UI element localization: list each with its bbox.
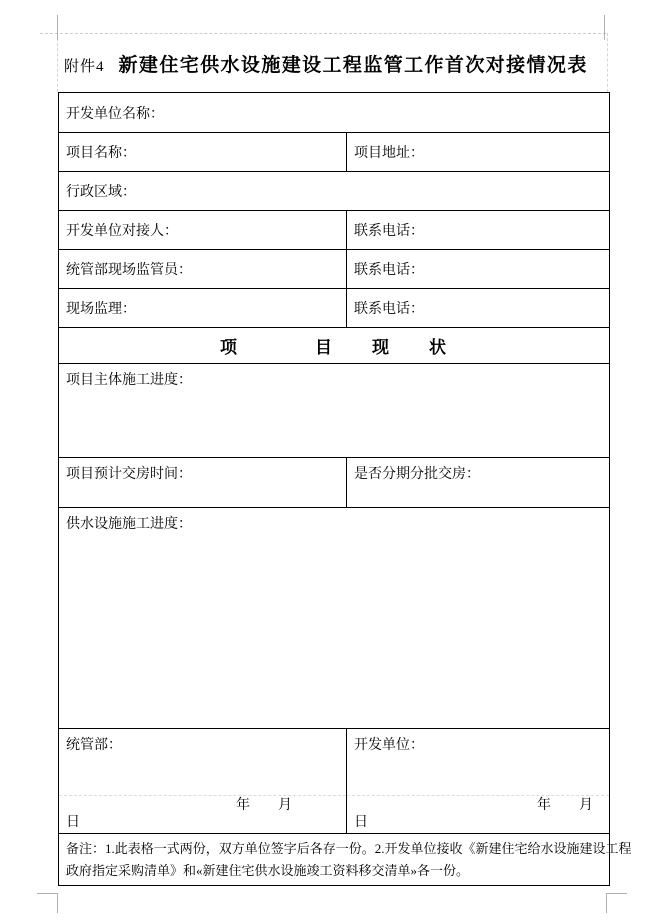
- remark-line-1: 备注：1.此表格一式两份，双方单位签字后各存一份。2.开发单位接收《新建住宅给水设施建设工程: [66, 841, 632, 856]
- field-label-developer-contact: 开发单位对接人：: [66, 224, 178, 239]
- cell-supervisor[interactable]: [59, 250, 347, 288]
- crop-mark-bottom-left-v: [57, 893, 58, 913]
- field-label-developer-sign: 开发单位：: [354, 738, 424, 753]
- form-table: [58, 92, 632, 886]
- field-label-contact-phone: 联系电话：: [354, 302, 424, 317]
- field-label-dept-sign: 统管部：: [66, 738, 122, 753]
- dept-signature-date: [59, 795, 346, 833]
- field-label-developer-name: 开发单位名称：: [66, 106, 164, 122]
- row-project: [59, 132, 609, 171]
- date-day: 日: [354, 815, 368, 830]
- field-label-project-name: 项目名称：: [66, 146, 136, 161]
- field-label-water-progress: 供水设施施工进度：: [66, 517, 192, 532]
- date-year-month: 年 月: [537, 798, 593, 813]
- text-boundary-left: [57, 33, 58, 92]
- section-header-project-status: 项 目 现 状: [220, 338, 448, 357]
- crop-mark-top-right: [604, 15, 605, 40]
- field-label-district: 行政区域：: [66, 185, 136, 200]
- cell-contact-phone-1[interactable]: [347, 211, 609, 249]
- field-label-supervisor: 统管部现场监管员：: [66, 263, 192, 278]
- text-boundary-top: [40, 33, 606, 34]
- remark-line-2: 政府指定采购清单》和«新建住宅供水设施竣工资料移交清单»各一份。: [66, 863, 470, 878]
- row-remark: [59, 833, 632, 885]
- cell-developer-name[interactable]: [59, 93, 609, 132]
- cell-contact-phone-3[interactable]: [347, 289, 609, 327]
- row-main-progress: [59, 363, 609, 457]
- document-title: [64, 50, 612, 77]
- cell-contact-phone-2[interactable]: [347, 250, 609, 288]
- attachment-number: 附件4: [64, 59, 105, 75]
- row-signatures: [59, 728, 609, 833]
- cell-developer-contact[interactable]: [59, 211, 347, 249]
- developer-signature-date: [347, 795, 609, 833]
- cell-developer-signature[interactable]: [347, 729, 609, 833]
- row-water-progress: [59, 507, 609, 728]
- cell-project-name[interactable]: [59, 133, 347, 171]
- cell-phased-delivery[interactable]: [347, 458, 609, 507]
- crop-mark-bottom-right-h: [606, 893, 627, 894]
- field-label-contact-phone: 联系电话：: [354, 263, 424, 278]
- field-label-phased-delivery: 是否分期分批交房：: [354, 467, 480, 482]
- crop-mark-bottom-right-v: [606, 893, 607, 913]
- row-developer-contact: [59, 210, 609, 249]
- cell-district[interactable]: [59, 172, 609, 210]
- cell-remark: [59, 834, 632, 885]
- field-label-delivery-time: 项目预计交房时间：: [66, 467, 192, 482]
- field-label-main-progress: 项目主体施工进度：: [66, 373, 192, 388]
- row-supervisor: [59, 249, 609, 288]
- cell-project-address[interactable]: [347, 133, 609, 171]
- field-label-project-address: 项目地址：: [354, 146, 424, 161]
- cell-site-supervision[interactable]: [59, 289, 347, 327]
- cell-water-progress[interactable]: [59, 508, 609, 728]
- row-district: [59, 171, 609, 210]
- crop-mark-top-left: [57, 15, 58, 40]
- crop-mark-bottom-left-h: [37, 893, 58, 894]
- cell-delivery-time[interactable]: [59, 458, 347, 507]
- cell-dept-signature[interactable]: [59, 729, 347, 833]
- page-title: 新建住宅供水设施建设工程监管工作首次对接情况表: [118, 55, 588, 76]
- row-site-supervision: [59, 288, 609, 327]
- date-year-month: 年 月: [236, 798, 292, 813]
- date-day: 日: [66, 815, 80, 830]
- row-developer-name: [59, 93, 609, 132]
- row-delivery: [59, 457, 609, 507]
- row-section-header: [59, 327, 609, 363]
- field-label-site-supervision: 现场监理：: [66, 302, 136, 317]
- field-label-contact-phone: 联系电话：: [354, 224, 424, 239]
- cell-main-progress[interactable]: [59, 364, 609, 457]
